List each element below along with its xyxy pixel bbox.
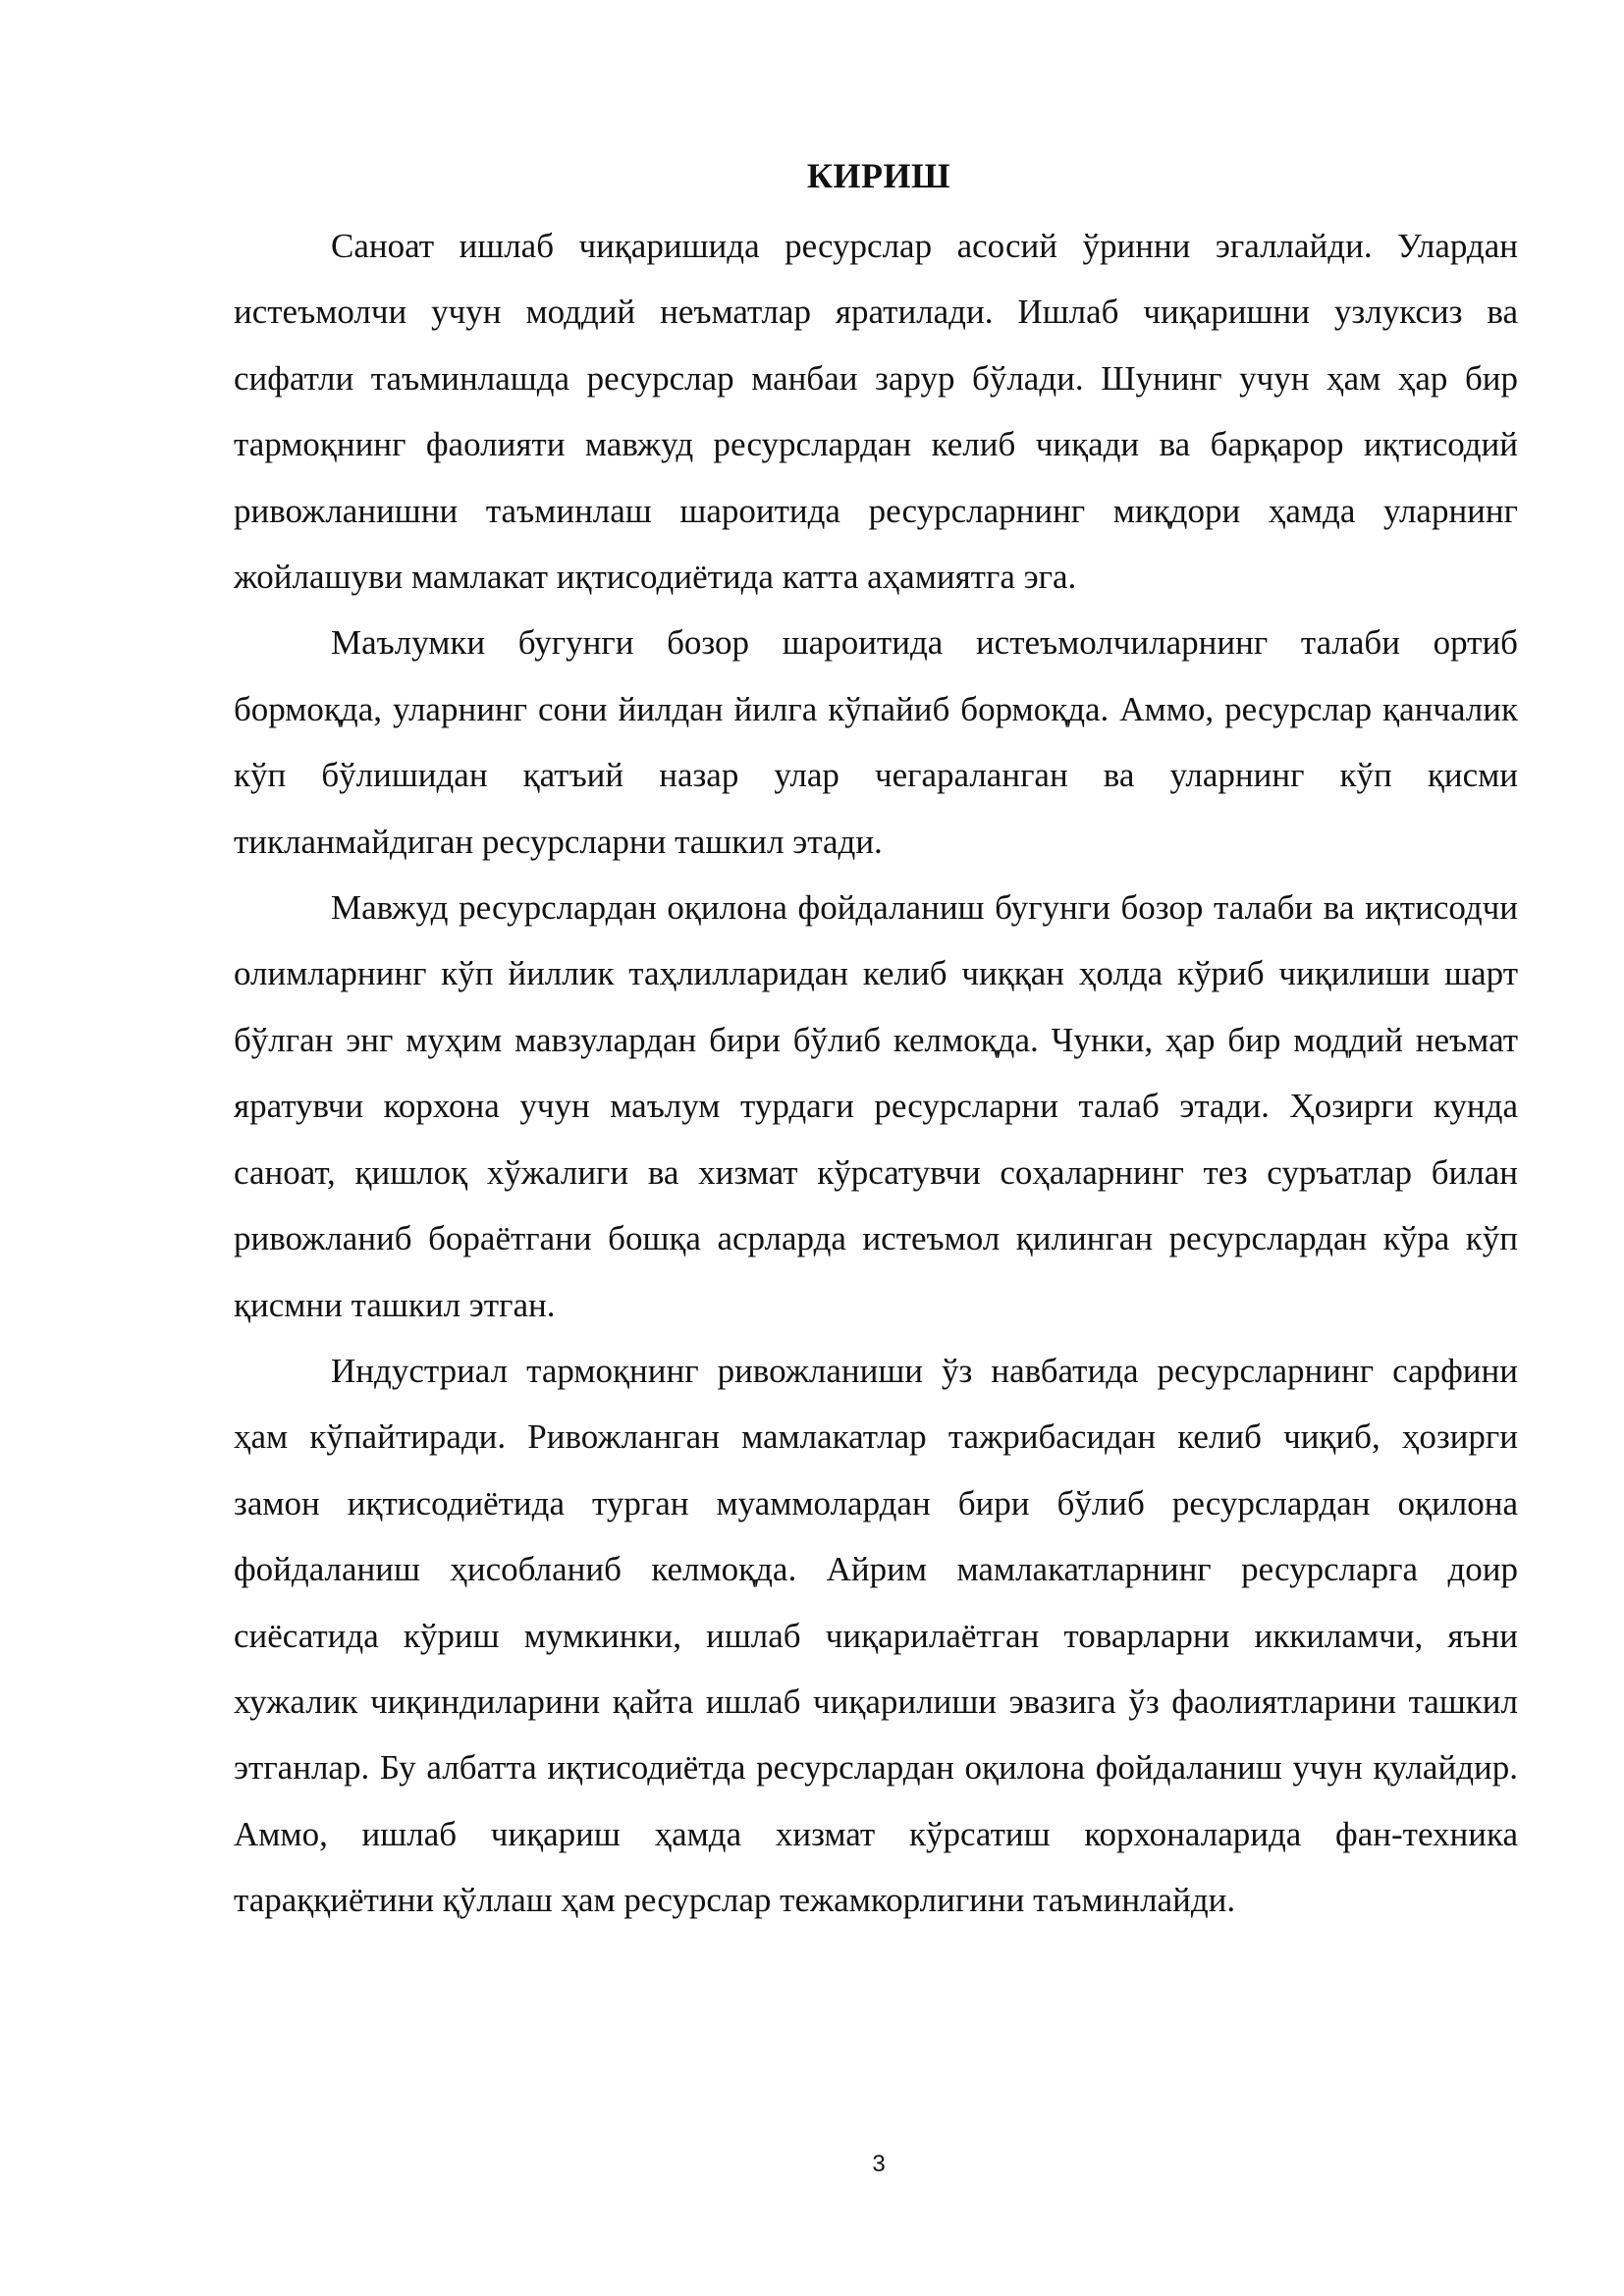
paragraph-4: Индустриал тармоқнинг ривожланиши ўз навбатида ресурсларнинг сарфини ҳам кўпайтиради. Ривожланган мамлакатлар тажрибасидан келиб чиқиб, ҳозирги замон иқтисодиётида турган муаммолардан бири бўлиб ресурслардан оқилона фойдаланиш ҳисобланиб келмоқда. Айрим мамлакатларнинг ресурсларга доир сиёсатида кўриш мумкинки, ишлаб чиқарилаётган товарларни иккиламчи, яъни хужалик чиқиндиларини қайта ишлаб чиқарилиши эвазига ўз фаолиятларини ташкил этганлар. Бу албатта иқтисодиётда ресурслардан оқилона фойдаланиш учун қулайдир. Аммо, ишлаб чиқариш ҳамда хизмат кўрсатиш корхоналарида фан-техника тараққиётини қўллаш ҳам ресурслар тежамкорлигини таъминлайди. bbox=[234, 1351, 1518, 1920]
paragraph-3: Мавжуд ресурслардан оқилона фойдаланиш бугунги бозор талаби ва иқтисодчи олимларнинг кўп йиллик таҳлилларидан келиб чиққан ҳолда кўриб чиқилиши шарт бўлган энг муҳим мавзулардан бири бўлиб келмоқда. Чунки, ҳар бир моддий неъмат яратувчи корхона учун маълум турдаги ресурсларни талаб этади. Ҳозирги кунда саноат, қишлоқ хўжалиги ва хизмат кўрсатувчи соҳаларнинг тез суръатлар билан ривожланиб бораётгани бошқа асрларда истеъмол қилинган ресурслардан кўра кўп қисмни ташкил этган. bbox=[234, 888, 1518, 1324]
paragraph-1: Саноат ишлаб чиқаришида ресурслар асосий ўринни эгаллайди. Улардан истеъмолчи учун моддий неъматлар яратилади. Ишлаб чиқаришни узлуксиз ва сифатли таъминлашда ресурслар манбаи зарур бўлади. Шунинг учун ҳам ҳар бир тармоқнинг фаолияти мавжуд ресурслардан келиб чиқади ва барқарор иқтисодий ривожланишни таъминлаш шароитида ресурсларнинг миқдори ҳамда уларнинг жойлашуви мамлакат иқтисодиётида катта аҳамиятга эга. bbox=[234, 227, 1518, 597]
section-heading: КИРИШ bbox=[806, 156, 951, 195]
page-number: 3 bbox=[872, 2151, 886, 2177]
paragraph-2: Маълумки бугунги бозор шароитида истеъмолчиларнинг талаби ортиб бормоқда, уларнинг сони йилдан йилга кўпайиб бормоқда. Аммо, ресурслар қанчалик кўп бўлишидан қатъий назар улар чегараланган ва уларнинг кўп қисми тикланмайдиган ресурсларни ташкил этади. bbox=[234, 623, 1518, 861]
body-text bbox=[234, 213, 1518, 1934]
